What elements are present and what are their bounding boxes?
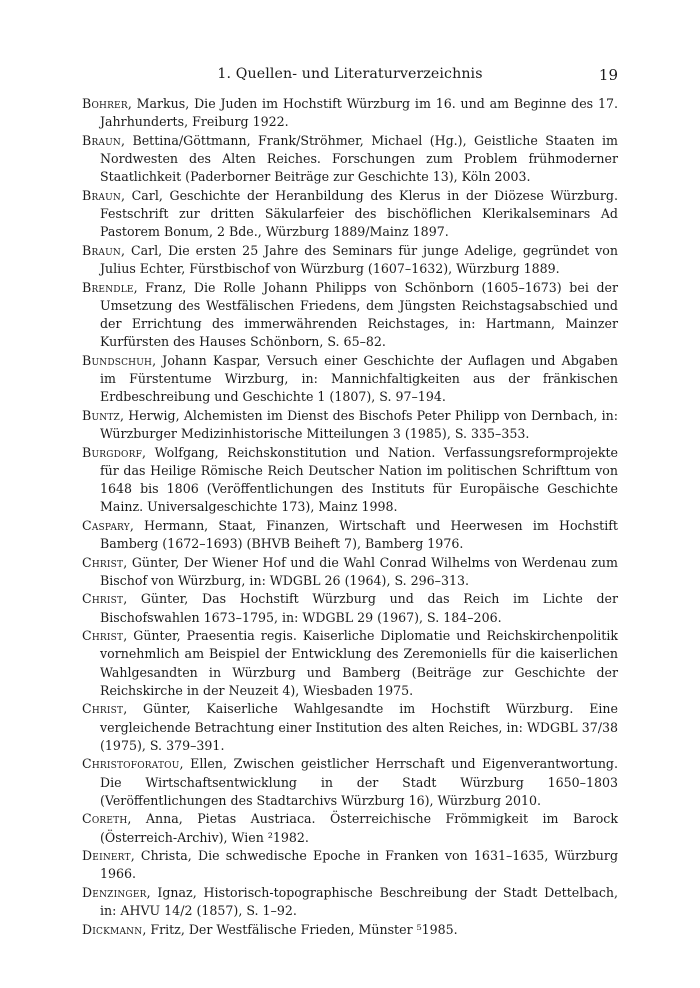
entry-author: Bohrer bbox=[82, 96, 128, 111]
entry-author: Bundschuh bbox=[82, 352, 153, 368]
entry-author: Buntz bbox=[82, 407, 120, 423]
entry-text: , Carl, Die ersten 25 Jahre des Seminars für junge Adelige, gegründet von Julius Echter, Fürstbischof von Würzburg (1607–1632), Würzburg 1889. bbox=[100, 242, 618, 276]
bibliography-entry bbox=[82, 242, 618, 278]
entry-author: Deinert bbox=[82, 848, 131, 864]
entry-author: Burgdorf bbox=[82, 444, 143, 460]
running-header bbox=[82, 66, 618, 86]
entry-author: Braun bbox=[82, 187, 121, 203]
running-header-title: 1. Quellen- und Literaturverzeichnis bbox=[217, 66, 483, 82]
bibliography-entry bbox=[82, 627, 618, 700]
entry-author: Christ bbox=[82, 628, 124, 644]
entry-author: Braun bbox=[82, 242, 121, 258]
bibliography-entry bbox=[82, 884, 618, 920]
entry-text: , Ignaz, Historisch-topographische Beschreibung der Stadt Dettelbach, in: AHVU 14/2 (1857), S. 1–92. bbox=[100, 884, 618, 919]
entry-text: , Markus, Die Juden im Hochstift Würzburg im 16. und am Beginne des 17. Jahrhunderts, Freiburg 1922. bbox=[100, 96, 618, 130]
entry-author: Denzinger bbox=[82, 884, 147, 900]
entry-text: , Günter, Praesentia regis. Kaiserliche Diplomatie und Reichskirchenpolitik vornehmlich am Beispiel der Entwicklung des Zeremoniells für die kaiserlichen Wahlgesandten in Würzburg und Bamberg (Beiträge zur Geschichte der Reichskirche in der Neuzeit 4), Wiesbaden 1975. bbox=[100, 628, 618, 698]
entry-author: Brendle bbox=[82, 279, 134, 295]
bibliography-entry bbox=[82, 279, 618, 352]
entry-text: , Ellen, Zwischen geistlicher Herrschaft und Eigenverantwortung. Die Wirtschaftsentwicklung in der Stadt Würzburg 1650–1803 (Veröffentlichungen des Stadtarchivs Würzburg 16), Würzburg 2010. bbox=[100, 756, 618, 808]
entry-text: , Johann Kaspar, Versuch einer Geschichte der Auflagen und Abgaben im Fürstentume Wirzburg, in: Mannichfaltigkeiten aus der fränkischen Erdbeschreibung und Geschichte 1 (1807), S. 97–194. bbox=[100, 352, 618, 405]
bibliography-list bbox=[82, 95, 618, 939]
page-number: 19 bbox=[598, 66, 618, 84]
entry-text: , Bettina/Göttmann, Frank/Ströhmer, Michael (Hg.), Geistliche Staaten im Nordwesten des Alten Reiches. Forschungen zum Problem frühmoderner Staatlichkeit (Paderborner Beiträge zur Geschichte 13), Köln 2003. bbox=[100, 132, 618, 185]
entry-text: , Wolfgang, Reichskonstitution und Nation. Verfassungsreformprojekte für das Heilige Römische Reich Deutscher Nation im politischen Schrifttum von 1648 bis 1806 (Veröffentlichungen des Instituts für Europäische Geschichte Mainz. Universalgeschichte 173), Mainz 1998. bbox=[100, 444, 618, 515]
entry-text: , Herwig, Alchemisten im Dienst des Bischofs Peter Philipp von Dernbach, in: Würzburger Medizinhistorische Mitteilungen 3 (1985), S. 335–353. bbox=[100, 407, 618, 441]
entry-author: Braun bbox=[82, 132, 121, 148]
bibliography-entry bbox=[82, 517, 618, 553]
entry-text: , Anna, Pietas Austriaca. Österreichische Frömmigkeit im Barock (Österreich-Archiv), Wien ²1982. bbox=[100, 811, 618, 845]
bibliography-entry bbox=[82, 132, 618, 187]
entry-text: , Günter, Das Hochstift Würzburg und das Reich im Lichte der Bischofswahlen 1673–1795, in: WDGBL 29 (1967), S. 184–206. bbox=[100, 591, 618, 625]
bibliography-entry bbox=[82, 590, 618, 626]
entry-author: Christoforatou bbox=[82, 756, 180, 772]
entry-author: Dickmann bbox=[82, 921, 143, 937]
entry-text: , Günter, Kaiserliche Wahlgesandte im Hochstift Würzburg. Eine vergleichende Betrachtung einer Institution des alten Reiches, in: WDGBL 37/38 (1975), S. 379–391. bbox=[100, 701, 618, 753]
bibliography-entry bbox=[82, 95, 618, 131]
entry-author: Coreth bbox=[82, 811, 128, 827]
entry-author: Christ bbox=[82, 701, 124, 717]
bibliography-entry bbox=[82, 921, 618, 939]
bibliography-entry bbox=[82, 847, 618, 883]
entry-text: , Carl, Geschichte der Heranbildung des Klerus in der Diözese Würzburg. Festschrift zur dritten Säkularfeier des bischöflichen Klerikalseminars Ad Pastorem Bonum, 2 Bde., Würzburg 1889/Mainz 1897. bbox=[100, 187, 618, 240]
entry-author: Christ bbox=[82, 554, 124, 570]
entry-text: , Christa, Die schwedische Epoche in Franken von 1631–1635, Würzburg 1966. bbox=[100, 848, 618, 882]
entry-text: , Günter, Der Wiener Hof und die Wahl Conrad Wilhelms von Werdenau zum Bischof von Würzburg, in: WDGBL 26 (1964), S. 296–313. bbox=[100, 554, 618, 588]
entry-author: Christ bbox=[82, 591, 124, 607]
entry-author: Caspary bbox=[82, 517, 130, 533]
bibliography-entry bbox=[82, 444, 618, 517]
bibliography-entry bbox=[82, 352, 618, 407]
entry-text: , Franz, Die Rolle Johann Philipps von Schönborn (1605–1673) bei der Umsetzung des Westfälischen Friedens, dem Jüngsten Reichstagsabschied und der Errichtung des immerwährenden Reichstages, in: Hartmann, Mainzer Kurfürsten des Hauses Schönborn, S. 65–82. bbox=[100, 279, 618, 350]
entry-text: , Hermann, Staat, Finanzen, Wirtschaft und Heerwesen im Hochstift Bamberg (1672–1693) (BHVB Beiheft 7), Bamberg 1976. bbox=[100, 517, 618, 551]
bibliography-entry bbox=[82, 187, 618, 242]
bibliography-entry bbox=[82, 755, 618, 810]
entry-text: , Fritz, Der Westfälische Frieden, Münster ⁵1985. bbox=[142, 921, 458, 937]
bibliography-entry bbox=[82, 700, 618, 755]
bibliography-entry bbox=[82, 810, 618, 846]
bibliography-entry bbox=[82, 407, 618, 443]
bibliography-entry bbox=[82, 554, 618, 590]
